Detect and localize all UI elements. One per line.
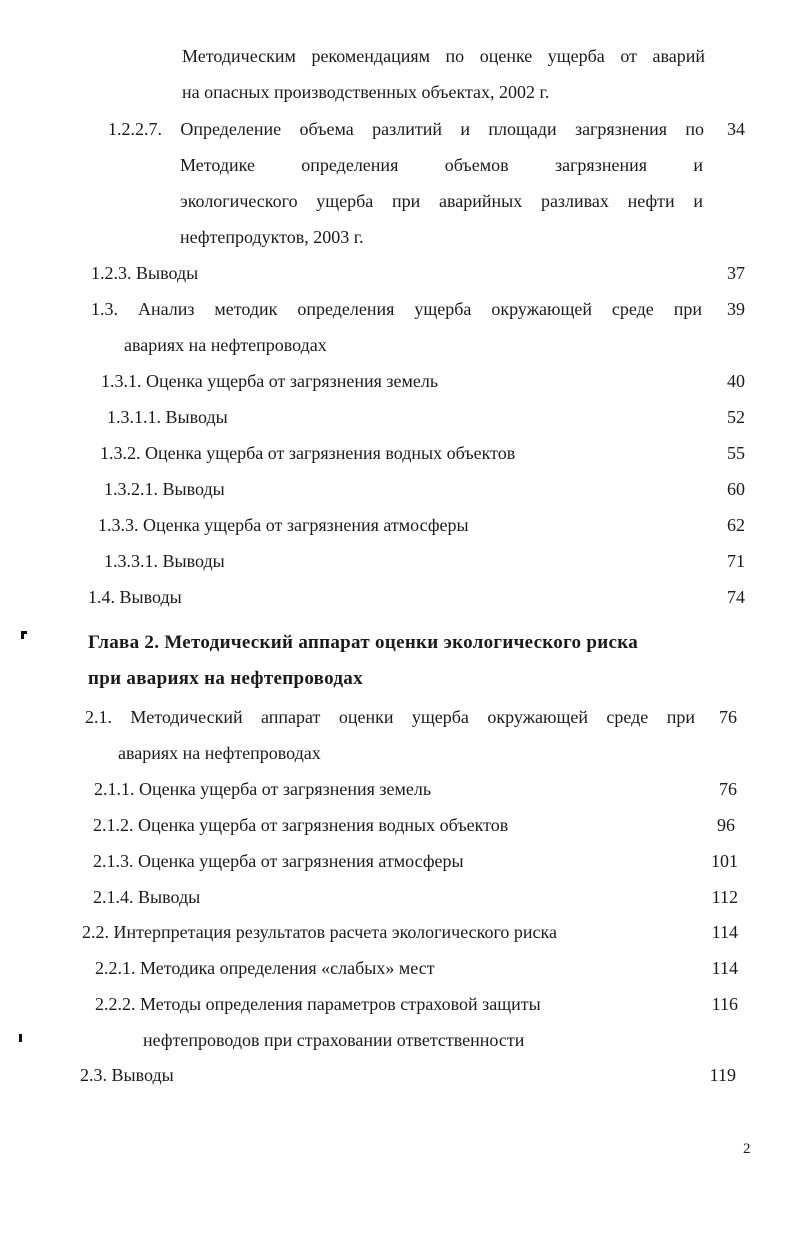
- toc-page-number: 52: [727, 407, 745, 427]
- scan-artifact-mark: [19, 1034, 22, 1042]
- toc-page-number: 76: [719, 707, 737, 727]
- toc-page-number: 114: [711, 922, 738, 942]
- toc-entry-text: 2.2.1. Методика определения «слабых» мест: [95, 958, 435, 978]
- chapter-heading: Глава 2. Методический аппарат оценки экологического риска: [88, 632, 639, 653]
- toc-entry-text: 1.3.3. Оценка ущерба от загрязнения атмосферы: [98, 515, 469, 535]
- toc-page-number: 60: [727, 479, 745, 499]
- toc-page-number: 37: [727, 263, 745, 283]
- toc-entry-text: 2.3. Выводы: [80, 1065, 174, 1085]
- toc-entry-text: 2.1.4. Выводы: [93, 887, 201, 907]
- toc-page-number: 101: [711, 851, 738, 871]
- toc-entry-text: 1.3.3.1. Выводы: [104, 551, 225, 571]
- toc-entry-text: 1.3.1. Оценка ущерба от загрязнения земель: [101, 371, 439, 391]
- toc-entry-text: 1.2.3. Выводы: [91, 263, 199, 283]
- toc-entry-text: 1.3.2. Оценка ущерба от загрязнения водных объектов: [100, 443, 516, 463]
- toc-word: и: [693, 155, 703, 175]
- toc-page-number: 114: [711, 958, 738, 978]
- toc-entry-text: 1.2.2.7. Определение объема разлитий и площади загрязнения по: [108, 119, 704, 139]
- toc-word: объемов: [444, 155, 509, 175]
- toc-entry-text: 2.1.3. Оценка ущерба от загрязнения атмосферы: [93, 851, 464, 871]
- scan-artifact-mark: [21, 631, 24, 639]
- toc-page-number: 74: [727, 587, 745, 607]
- page-number: 2: [743, 1141, 751, 1157]
- toc-page-number: 55: [727, 443, 745, 463]
- toc-entry-text: 1.3.2.1. Выводы: [104, 479, 225, 499]
- toc-word: определения: [301, 155, 399, 175]
- toc-page-number: 119: [709, 1065, 736, 1085]
- toc-entry-text: авариях на нефтепроводах: [124, 335, 327, 355]
- toc-page-number: 116: [711, 994, 738, 1014]
- toc-word: загрязнения: [554, 155, 647, 175]
- toc-entry-text: 2.1. Методический аппарат оценки ущерба окружающей среде при: [85, 707, 695, 727]
- toc-page-number: 112: [711, 887, 738, 907]
- toc-entry-text: 2.1.2. Оценка ущерба от загрязнения водных объектов: [93, 815, 509, 835]
- toc-page-number: 62: [727, 515, 745, 535]
- toc-page-number: 76: [719, 779, 737, 799]
- toc-word: Методике: [180, 155, 255, 175]
- toc-entry-text: нефтепроводов при страховании ответственности: [143, 1030, 525, 1050]
- toc-page-number: 34: [727, 119, 745, 139]
- toc-page-number: 39: [727, 299, 745, 319]
- toc-entry-text: авариях на нефтепроводах: [118, 743, 321, 763]
- toc-entry-text: на опасных производственных объектах, 2002 г.: [182, 82, 550, 102]
- toc-entry-text: нефтепродуктов, 2003 г.: [180, 227, 364, 247]
- chapter-heading: при авариях на нефтепроводах: [88, 668, 363, 689]
- toc-entry-text: 2.1.1. Оценка ущерба от загрязнения земель: [94, 779, 432, 799]
- toc-entry-text: 1.4. Выводы: [88, 587, 182, 607]
- toc-entry-text: [180, 154, 703, 176]
- toc-entry-text: 2.2.2. Методы определения параметров страховой защиты: [95, 994, 541, 1014]
- toc-page-number: 40: [727, 371, 745, 391]
- toc-entry-text: 2.2. Интерпретация результатов расчета экологического риска: [82, 922, 558, 942]
- toc-entry-text: экологического ущерба при аварийных разливах нефти и: [180, 191, 703, 211]
- toc-entry-text: 1.3.1.1. Выводы: [107, 407, 228, 427]
- toc-entry-text: 1.3. Анализ методик определения ущерба окружающей среде при: [91, 299, 702, 319]
- toc-page-number: 71: [727, 551, 745, 571]
- toc-page-number: 96: [717, 815, 735, 835]
- toc-entry-text: Методическим рекомендациям по оценке ущерба от аварий: [182, 46, 705, 66]
